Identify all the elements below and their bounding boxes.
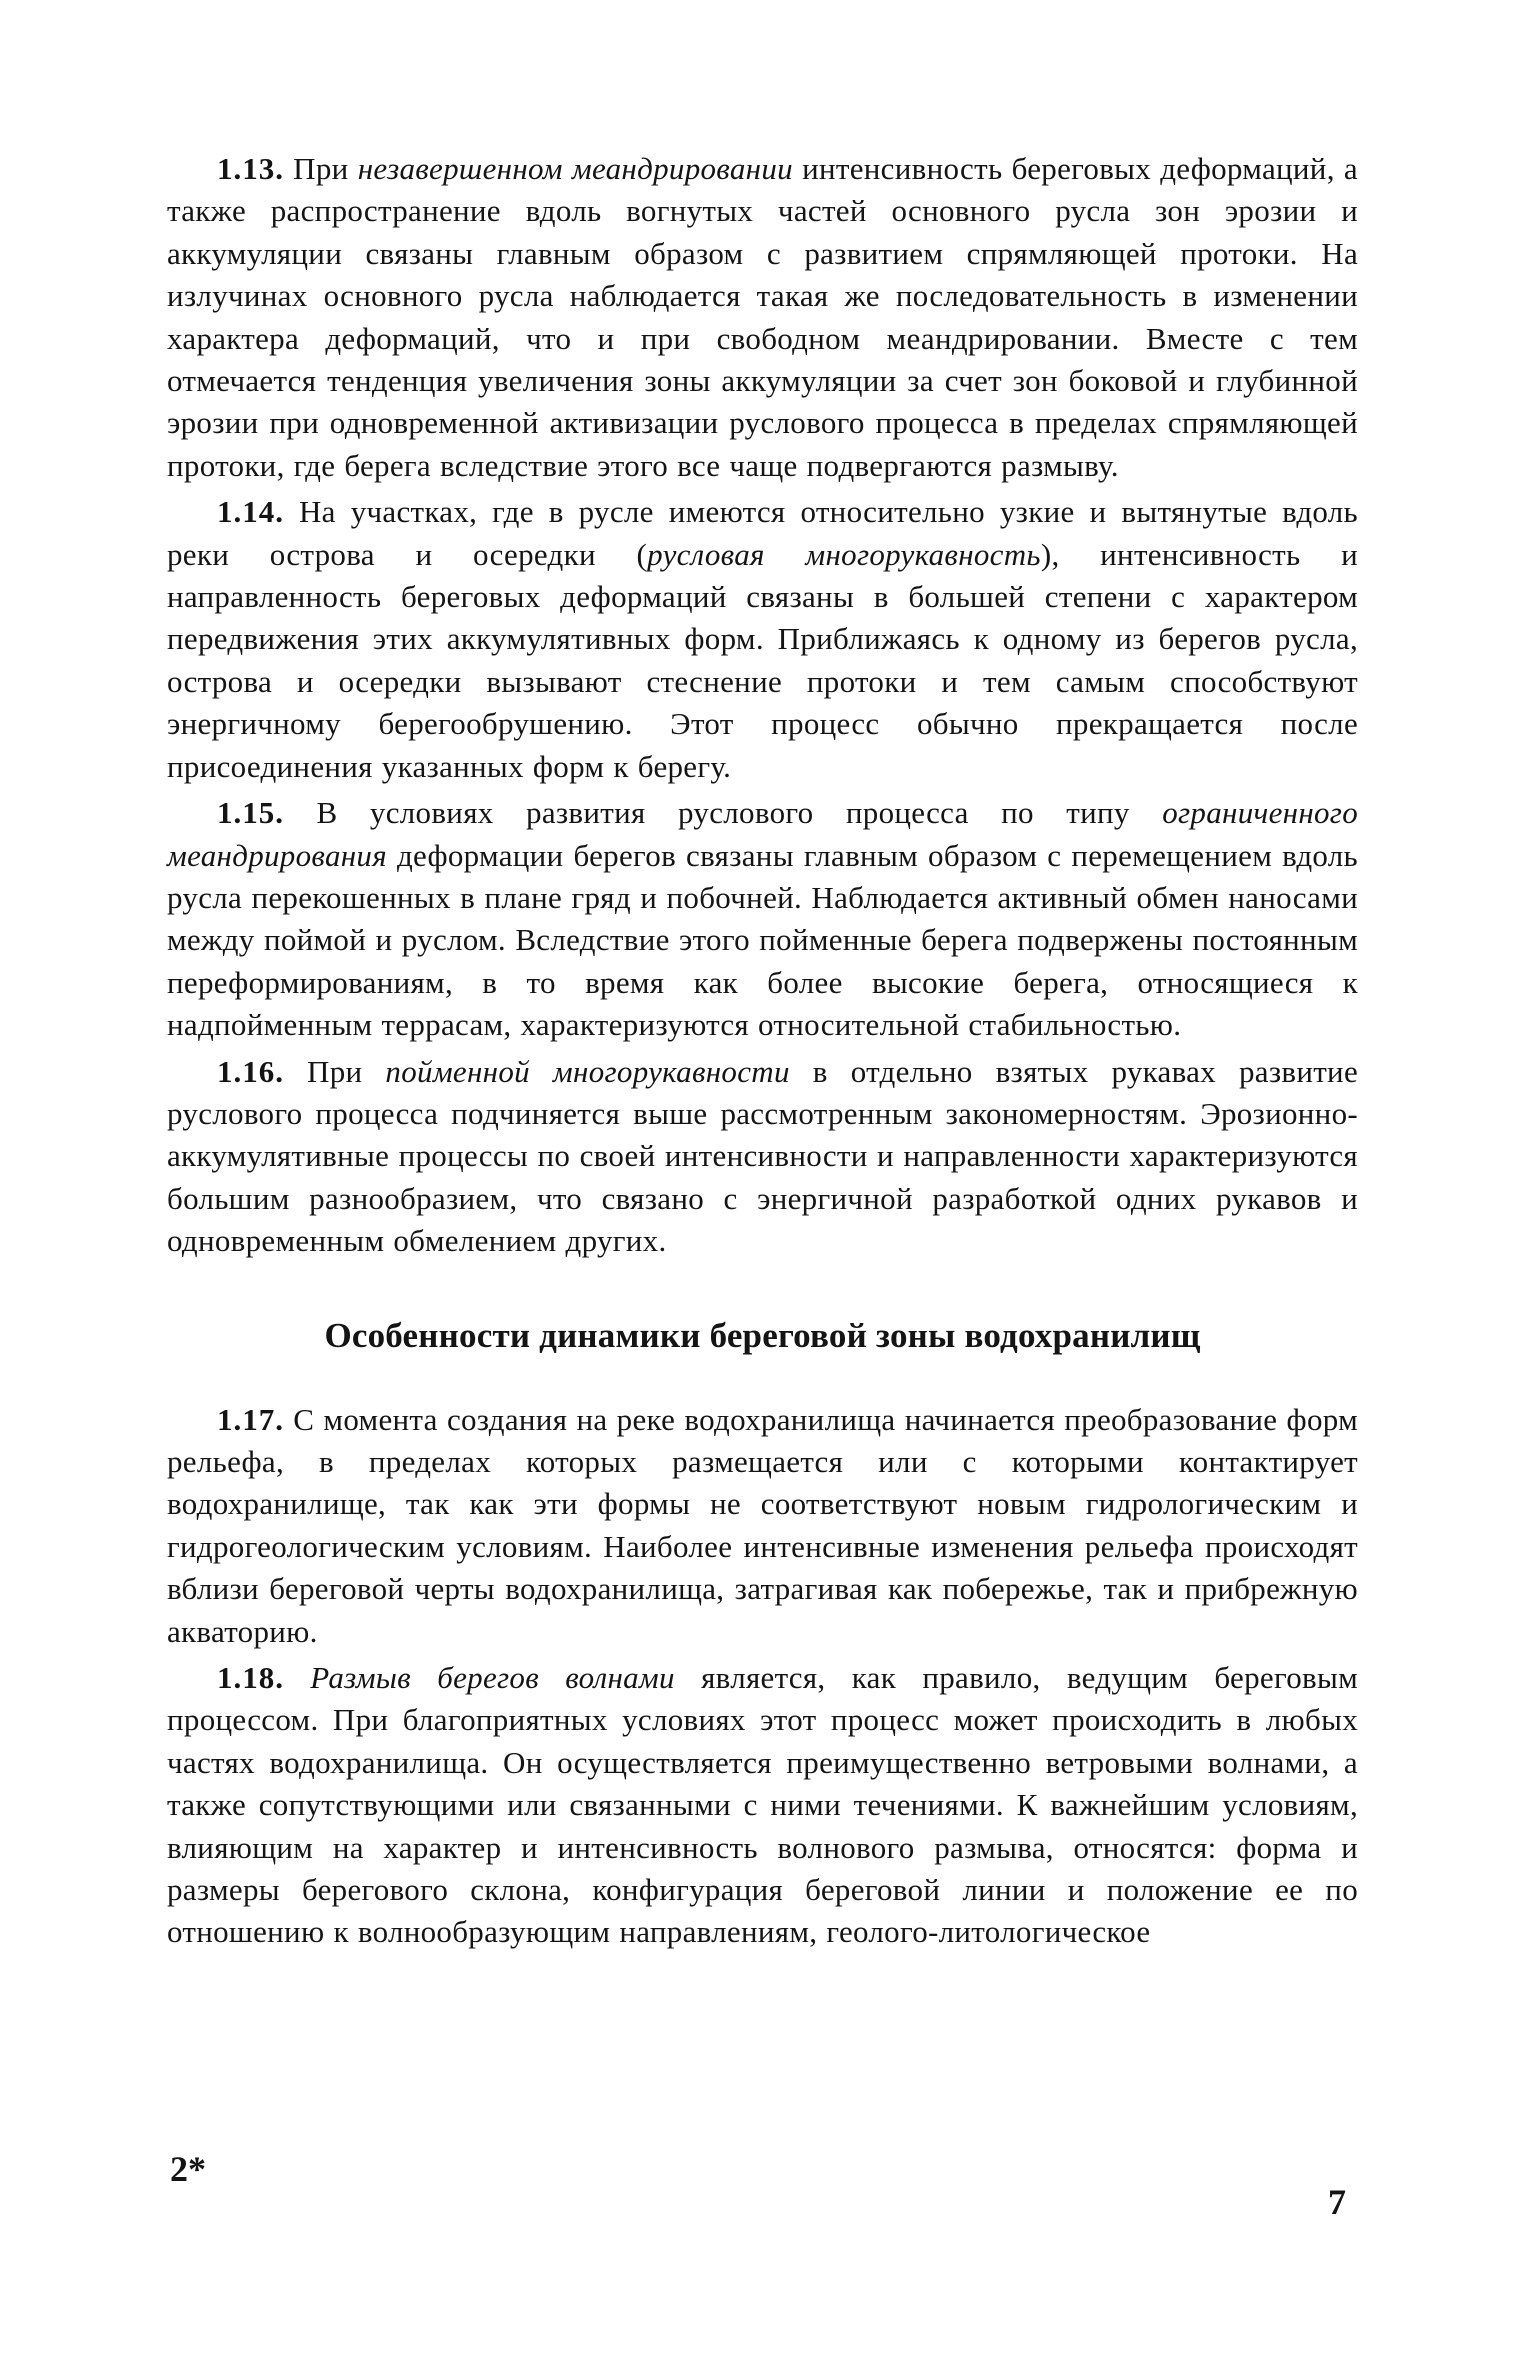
paragraph-emphasis: Размыв берегов волнами xyxy=(310,1660,675,1695)
paragraph-1-15 xyxy=(167,792,1358,1046)
page-body xyxy=(167,148,1358,1954)
section-heading: Особенности динамики береговой зоны водохранилищ xyxy=(324,1315,1201,1355)
paragraph-number: 1.17. xyxy=(217,1401,284,1437)
paragraph-1-14 xyxy=(167,491,1358,788)
paragraph-number: 1.16. xyxy=(217,1053,284,1089)
paragraph-emphasis: ограниченного меандрирования xyxy=(167,795,1358,873)
paragraph-1-17 xyxy=(167,1399,1358,1653)
paragraph-text: деформации берегов связаны главным образом с перемещением вдоль русла перекошенных в плане гряд и побочней. Наблюдается активный обмен наносами между поймой и руслом. Вследствие этого пойменные берега подвержены постоянным переформированиям, в то время как более высокие берега, относящиеся к надпойменным террасам, характеризуются относительной стабильностью. xyxy=(167,837,1358,1043)
page-number: 7 xyxy=(1328,2182,1346,2222)
paragraph-number: 1.15. xyxy=(217,795,284,831)
paragraph-text: При xyxy=(284,1053,386,1089)
signature-mark: 2* xyxy=(170,2149,206,2189)
paragraph-text: интенсивность береговых деформаций, а также распространение вдоль вогнутых частей основного русла зон эрозии и аккумуляции связаны главным образом с развитием спрямляющей протоки. На излучинах основного русла наблюдается такая же последовательность в изменении характера деформаций, что и при свободном меандрировании. Вместе с тем отмечается тенденция увеличения зоны аккумуляции за счет зон боковой и глубинной эрозии при одновременной активизации руслового процесса в пределах спрямляющей протоки, где берега вследствие этого все чаще подвергаются размыву. xyxy=(167,151,1358,483)
paragraph-number: 1.13. xyxy=(217,151,284,186)
paragraph-text xyxy=(284,1660,310,1695)
paragraph-emphasis: русловая многорукавность xyxy=(647,536,1041,572)
paragraph-text: в отдельно взятых рукавах развитие руслового процесса подчиняется выше рассмотренным закономерностям. Эрозионно-аккумулятивные процессы по своей интенсивности и направленности характеризуются большим разнообразием, что связано с энергичной разработкой одних рукавов и одновременным обмелением других. xyxy=(167,1053,1359,1259)
paragraph-text: На участках, где в русле имеются относительно узкие и вытянутые вдоль реки острова и осередки ( xyxy=(167,494,1358,572)
paragraph-text: является, как правило, ведущим береговым процессом. При благоприятных условиях этот процесс может происходить в любых частях водохранилища. Он осуществляется преимущественно ветровыми волнами, а также сопутствующими или связанными с ними течениями. К важнейшим условиям, влияющим на характер и интенсивность волнового размыва, относятся: форма и размеры берегового склона, конфигурация береговой линии и положение ее по отношению к волнообразующим направлениям, геолого-литологическое xyxy=(167,1660,1358,1950)
paragraph-text: ), интенсивность и направленность береговых деформаций связаны в большей степени с характером передвижения этих аккумулятивных форм. Приближаясь к одному из берегов русла, острова и осередки вызывают стеснение протоки и тем самым способствуют энергичному берегообрушению. Этот процесс обычно прекращается после присоединения указанных форм к берегу. xyxy=(167,536,1358,784)
paragraph-emphasis: незавершенном меандрировании xyxy=(357,151,793,186)
paragraph-number: 1.14. xyxy=(217,494,284,530)
paragraph-text: С момента создания на реке водохранилища начинается преобразование форм рельефа, в пределах которых размещается или с которыми контактирует водохранилище, так как эти формы не соответствуют новым гидрологическим и гидрогеологическим условиям. Наиболее интенсивные изменения рельефа происходят вблизи береговой черты водохранилища, затрагивая как побережье, так и прибрежную акваторию. xyxy=(167,1401,1358,1649)
paragraph-text: В условиях развития руслового процесса по типу xyxy=(284,795,1163,831)
paragraph-1-13 xyxy=(167,148,1358,487)
paragraph-number: 1.18. xyxy=(217,1660,284,1695)
paragraph-emphasis: пойменной многорукавности xyxy=(385,1053,790,1089)
paragraph-1-16 xyxy=(167,1051,1358,1263)
paragraph-text: При xyxy=(284,151,358,186)
paragraph-1-18 xyxy=(167,1657,1358,1954)
